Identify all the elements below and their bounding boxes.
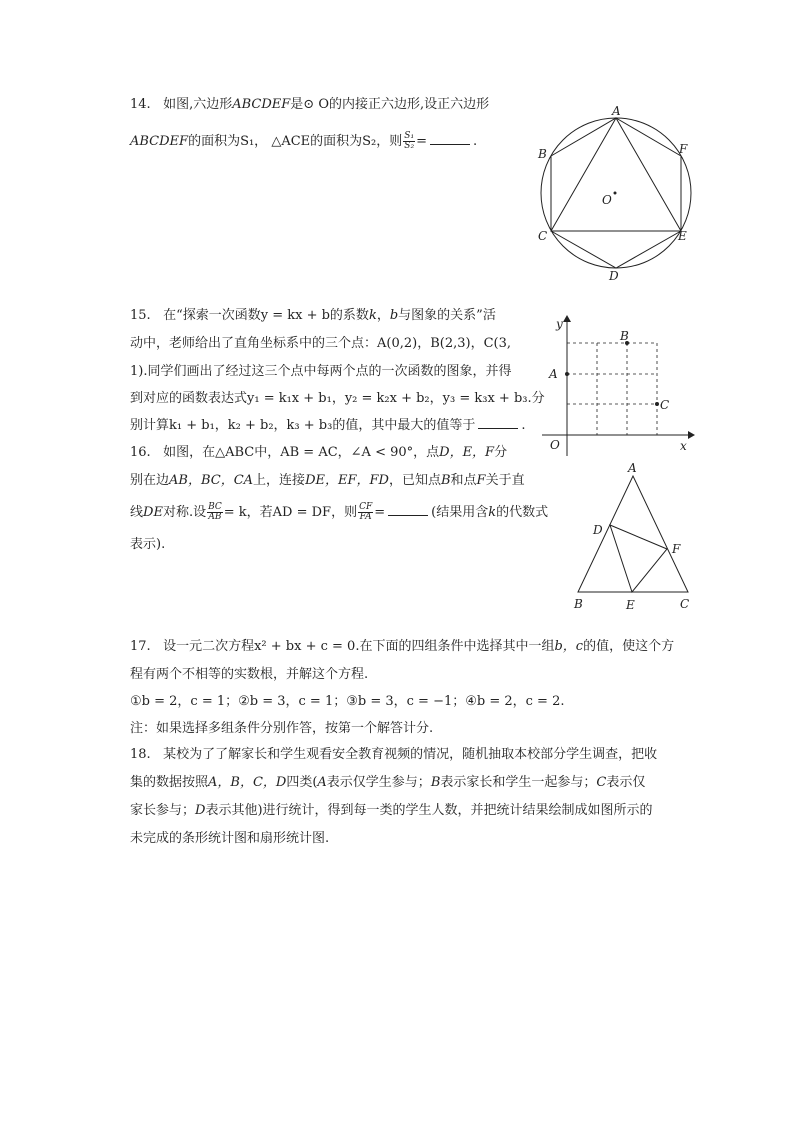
label-origin: O — [550, 438, 560, 452]
q17-line-3: ①b = 2，c = 1；②b = 3，c = 1；③b = 3，c = −1；④b = 2，c = 2. — [130, 694, 565, 709]
q18-line-1: 18. 某校为了了解家长和学生观看安全教育视频的情况，随机抽取本校部分学生调查，把收 — [130, 747, 658, 762]
label-y: y — [556, 317, 563, 331]
q16-number: 16. — [130, 445, 151, 460]
y-axis-arrow — [563, 315, 571, 322]
q15-line-4: 到对应的函数表达式y₁ = k₁x + b₁，y₂ = k₂x + b₂，y₃ = k₃x + b₃.分 — [130, 391, 545, 406]
triangle-ace — [551, 118, 681, 231]
point-c — [655, 402, 659, 406]
q16-fraction-cf-fa: $\frac{CF}{FA}$ — [359, 502, 373, 522]
label-f: F — [672, 542, 681, 556]
point-a — [565, 372, 569, 376]
q16-line-3: 线DE对称.设 $\frac{BC}{AB}$ = k，若AD = DF，则 $\frac{CF}{FA}$ = (结果用含k的代数式 — [130, 502, 549, 522]
q15-line-1: 15. 在“探索一次函数y = kx + b的系数k，b与图象的关系”活 — [130, 308, 496, 323]
x-axis-arrow — [688, 431, 695, 439]
label-b: B — [620, 329, 629, 343]
q18-number: 18. — [130, 747, 151, 762]
q18-line-4: 未完成的条形统计图和扇形统计图. — [130, 831, 330, 846]
q16-answer-blank[interactable] — [388, 503, 428, 516]
q16-line-1: 16. 如图，在△ABC中，AB = AC，∠A < 90°，点D，E，F分 — [130, 445, 508, 460]
q17-line-1: 17. 设一元二次方程x² + bx + c = 0.在下面的四组条件中选择其中一组b，c的值，使这个方 — [130, 639, 675, 654]
q15-line-5: 别计算k₁ + b₁，k₂ + b₂，k₃ + b₃的值，其中最大的值等于 . — [130, 418, 526, 433]
label-c: C — [660, 398, 670, 412]
q15-coordinate-figure — [538, 308, 698, 456]
label-o: O — [602, 193, 612, 207]
q15-line-2: 动中，老师给出了直角坐标系中的三个点：A(0,2)，B(2,3)，C(3, — [130, 336, 511, 351]
q17-line-2: 程有两个不相等的实数根，并解这个方程. — [130, 667, 369, 682]
q16-line-4: 表示). — [130, 537, 166, 552]
label-c: C — [538, 229, 548, 243]
triangle-def — [610, 525, 667, 592]
q14-line-1: 14. 如图,六边形ABCDEF是⊙ O的内接正六边形,设正六边形 — [130, 97, 490, 112]
label-d: D — [609, 269, 619, 283]
q14-fraction: $\frac{\text{S₁}}{\text{S₂}}$ — [404, 131, 415, 151]
label-f: F — [679, 142, 688, 156]
q18-line-3: 家长参与；D表示其他)进行统计，得到每一类的学生人数，并把统计结果绘制成如图所示的 — [130, 803, 653, 818]
label-b: B — [574, 597, 583, 611]
q16-line-2: 别在边AB，BC，CA上，连接DE，EF，FD，已知点B和点F关于直 — [130, 473, 525, 488]
q16-triangle-figure — [568, 458, 703, 618]
label-e: E — [678, 229, 687, 243]
q14-hexagon-figure — [530, 105, 700, 285]
label-b: B — [538, 147, 547, 161]
q18-line-2: 集的数据按照A，B，C，D四类(A表示仅学生参与；B表示家长和学生一起参与；C表示仅 — [130, 775, 646, 790]
q14-line-2: ABCDEF的面积为S₁， △ACE的面积为S₂，则 $\frac{\text{S₁}}{\text{S₂}}$ = . — [130, 131, 478, 151]
q14-number: 14. — [130, 97, 151, 112]
q14-answer-blank[interactable] — [430, 132, 470, 145]
label-c: C — [680, 597, 690, 611]
label-d: D — [593, 523, 603, 537]
label-a: A — [628, 461, 637, 475]
q16-fraction-bc-ab: $\frac{BC}{AB}$ — [208, 502, 222, 522]
q17-number: 17. — [130, 639, 151, 654]
label-e: E — [626, 598, 635, 612]
q15-line-3: 1).同学们画出了经过这三个点中每两个点的一次函数的图象，并得 — [130, 364, 512, 379]
label-a: A — [549, 367, 558, 381]
q15-answer-blank[interactable] — [478, 416, 518, 429]
label-a: A — [612, 105, 621, 118]
grid-lines — [567, 343, 657, 435]
q17-line-4: 注：如果选择多组条件分别作答，按第一个解答计分. — [130, 721, 434, 736]
label-x: x — [680, 439, 687, 453]
center-point — [614, 192, 617, 195]
q15-number: 15. — [130, 308, 151, 323]
